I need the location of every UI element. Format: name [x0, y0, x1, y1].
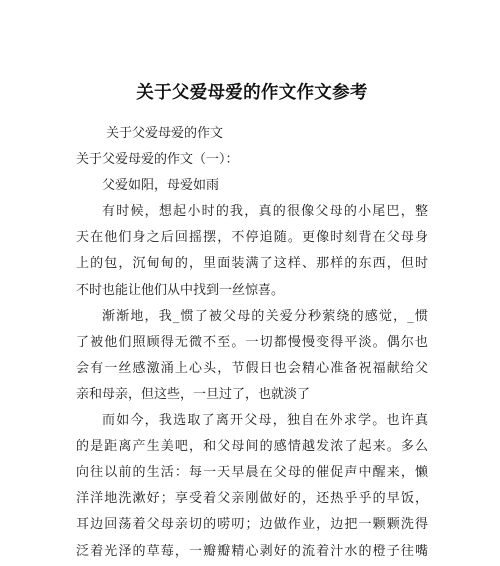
paragraph-line: 亲和母亲，但这些，一旦过了，也就淡了 — [76, 386, 311, 402]
paragraph-line: 而如今，我选取了离开父母，独自在外求学。也许真 — [102, 413, 428, 429]
paragraph-line: 泛着光泽的草莓，一瓣瓣精心剥好的流着汁水的橙子往嘴 — [76, 543, 428, 559]
paragraph-line: 洋洋地洗漱好；享受着父亲刚做好的，还热乎乎的早饭， — [76, 491, 428, 507]
document-body — [76, 121, 428, 565]
paragraph-line: 天在他们身之后回摇摆，不停追随。更像时刻背在父母身 — [76, 230, 428, 246]
paragraph-line: 不时也能让他们从中找到一丝惊喜。 — [76, 282, 285, 298]
paragraph-line: 了被他们照顾得无微不至。一切都慢慢变得平淡。偶尔也 — [76, 334, 428, 350]
subtitle-line: 关于父爱母爱的作文 — [106, 126, 224, 141]
paragraph-line: 会有一丝感激涌上心头，节假日也会精心准备祝福献给父 — [76, 360, 428, 376]
paragraph-line: 向往以前的生活：每一天早晨在父母的催促声中醒来，懒 — [76, 465, 428, 481]
paragraph-line: 的是距离产生美吧，和父母间的感情越发浓了起来。多么 — [76, 439, 428, 455]
paragraph-line: 有时候，想起小时的我，真的很像父母的小尾巴，整 — [102, 204, 428, 220]
paragraph-line: 耳边回荡着父母亲切的唠叨；边做作业，边把一颗颗洗得 — [76, 517, 428, 533]
section-subtitle: 父爱如阳，母爱如雨 — [102, 178, 220, 194]
paragraph-line: 渐渐地，我_惯了被父母的关爱分秒萦绕的感觉，_惯 — [102, 308, 428, 324]
paragraph-line: 上的包，沉甸甸的，里面装满了这样、那样的东西，但时 — [76, 256, 428, 272]
section-heading: 关于父爱母爱的作文（一）： — [76, 152, 239, 168]
document-title: 关于父爱母爱的作文作文参考 — [136, 83, 368, 103]
